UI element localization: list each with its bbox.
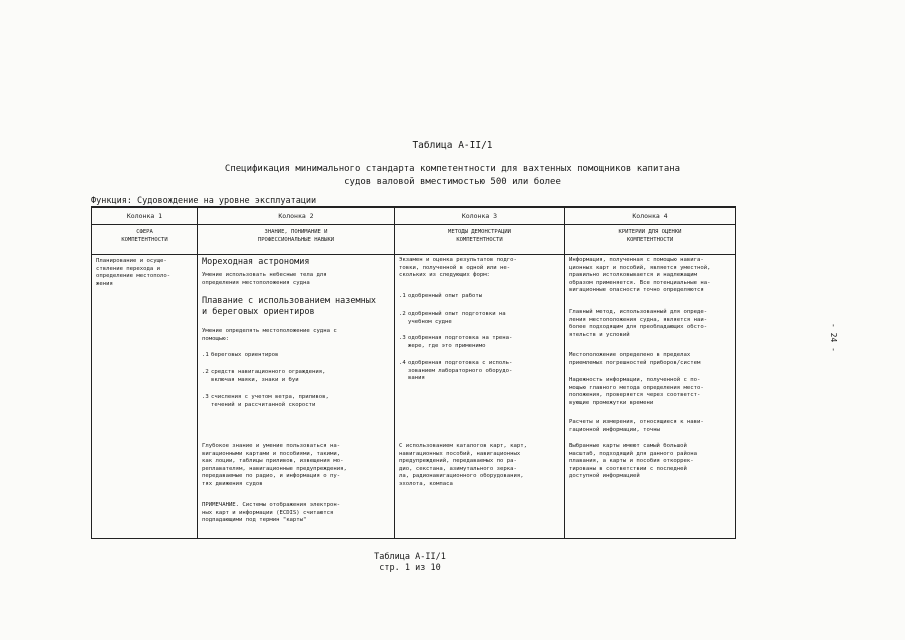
column-header-line: ЗНАНИЕ, ПОНИМАНИЕ И <box>264 229 328 235</box>
text-line: Местоположение определено в пределах <box>569 352 691 358</box>
text-line: вигационные опасности точно определяются <box>569 287 704 294</box>
paragraph <box>569 443 731 481</box>
text-line: Расчеты и измерения, относящиеся к нави- <box>569 419 704 425</box>
text-line: Выбранные карты имеют самый большой <box>569 443 687 449</box>
item-number: .3 <box>202 394 209 400</box>
text-line: Планирование и осуще- <box>96 258 167 264</box>
text-line: ПРИМЕЧАНИЕ. Системы отображения электрон- <box>202 502 341 508</box>
text-line: счисления с учетом ветра, приливов, <box>211 394 329 400</box>
text-line: С использованием каталогов карт, карт, <box>399 443 527 449</box>
column-header-line: КОМПЕТЕНТНОСТИ <box>456 236 503 243</box>
text-line: предупреждений, передаваемых по ра- <box>399 458 517 465</box>
text-line: жере, где это применимо <box>408 342 486 349</box>
text-line: положения, проверяется через соответст- <box>569 392 701 399</box>
column-header <box>198 224 394 244</box>
function-line: Функция: Судовождение на уровне эксплуатации <box>91 196 317 206</box>
text-line: ционных карт и пособий, является уместной, <box>569 264 711 271</box>
text-line: зованием лабораторного оборудо- <box>408 367 513 374</box>
column-3 <box>395 208 565 538</box>
text-line: Глубокое знание и умение пользоваться на- <box>202 443 341 449</box>
list-item <box>202 369 390 384</box>
paragraph <box>569 309 731 339</box>
footer-page-count: стр. 1 из 10 <box>379 563 441 573</box>
column-header-line: МЕТОДЫ ДЕМОНСТРАЦИИ <box>448 229 511 235</box>
text-line: определение местополо- <box>96 273 171 280</box>
text-line: одобренная подготовка с исполь- <box>408 360 513 366</box>
paragraph <box>202 443 390 489</box>
table-subtitle <box>0 163 905 189</box>
text-line: одобренная подготовка на трена- <box>408 335 513 341</box>
item-number: .2 <box>202 369 209 375</box>
list-item <box>202 394 390 409</box>
text-line: Умение использовать небесные тела для <box>202 272 327 278</box>
section-title: Мореходная астрономия <box>202 257 310 267</box>
text-line: навигационных пособий, навигационных <box>399 450 521 457</box>
text-line: ла, радионавигационного оборудования, <box>399 473 524 480</box>
column-header-line: КОМПЕТЕНТНОСТИ <box>121 236 168 243</box>
text-line: вующие промежутки времени <box>569 399 654 406</box>
table-title: Таблица A-II/1 <box>412 140 493 151</box>
text-line: скольких из следующих форм: <box>399 272 490 279</box>
text-line: Экзамен и оценка результатов подго- <box>399 257 517 263</box>
text-line: Надежность информации, полученной с по- <box>569 377 701 383</box>
paragraph <box>569 377 731 407</box>
subtitle-line: Спецификация минимального стандарта компетентности для вахтенных помощников капитана <box>224 164 681 174</box>
text-line: дио, секстана, азимутального зерка- <box>399 465 517 472</box>
text-line: правильно истолковывается и надлежащим <box>569 272 697 279</box>
text-line: учебном судне <box>408 318 452 325</box>
paragraph <box>569 419 731 434</box>
text-line: масштаб, подходящий для данного района <box>569 450 697 457</box>
paragraph <box>202 328 390 343</box>
text-line: одобренный опыт работы <box>408 293 483 299</box>
text-line: Плавание с использованием наземных <box>202 296 376 306</box>
text-line: вания <box>408 375 425 382</box>
text-line: ных карт и информации (ECDIS) считаются <box>202 509 334 516</box>
paragraph <box>399 257 560 280</box>
column-header-line: СФЕРА <box>136 229 153 235</box>
paragraph <box>399 443 560 489</box>
item-number: .3 <box>399 335 406 341</box>
text-line: подпадающими под термин "карты" <box>202 517 307 524</box>
text-line: как лоции, таблицы приливов, извещения мо- <box>202 458 344 465</box>
footer-table-ref: Таблица A-II/1 <box>374 552 446 562</box>
text-line: ления местоположения судна, является наи- <box>569 316 708 323</box>
knowledge-cell <box>198 255 394 538</box>
column-header <box>92 224 197 244</box>
item-number: .2 <box>399 311 406 317</box>
item-number: .1 <box>399 293 406 299</box>
paragraph <box>569 257 731 295</box>
criteria-cell <box>565 255 735 538</box>
column-number: Колонка 2 <box>278 212 314 220</box>
methods-cell <box>395 255 564 538</box>
text-line: плавания, а карты и пособия откоррек- <box>569 458 694 465</box>
text-line: тированы в соответствии с последней <box>569 465 687 472</box>
text-line: и береговых ориентиров <box>202 307 315 317</box>
list-item <box>202 352 390 360</box>
text-line: Умение определять местоположение судна с <box>202 328 337 334</box>
list-item <box>399 293 560 301</box>
competence-area <box>92 255 197 538</box>
list-item <box>399 335 560 350</box>
text-line: Информация, полученная с помощью навига- <box>569 257 704 263</box>
text-line: гационной информации, точны <box>569 426 660 433</box>
text-line: одобренный опыт подготовки на <box>408 311 506 317</box>
column-header-line: ПРОФЕССИОНАЛЬНЫЕ НАВЫКИ <box>257 236 335 243</box>
page-side-number: - 24 - <box>828 323 838 352</box>
text-line: жения <box>96 280 113 287</box>
text-line: товки, полученной в одной или не- <box>399 264 511 271</box>
text-line: береговых ориентиров <box>211 352 279 358</box>
column-number: Колонка 4 <box>632 212 668 220</box>
list-item <box>399 360 560 383</box>
text-line: более подходящим для преобладающих обсто- <box>569 324 708 331</box>
text-line: помощью: <box>202 335 229 342</box>
paragraph <box>202 272 390 287</box>
text-line: Главный метод, использованный для опреде- <box>569 309 708 315</box>
text-line: тях движения судов <box>202 480 263 487</box>
column-number: Колонка 3 <box>461 212 498 220</box>
text-line: передаваемые по радио, и информация о пу- <box>202 473 341 480</box>
page-footer <box>330 552 490 574</box>
column-header <box>395 224 564 244</box>
text-line: эхолота, компаса <box>399 480 453 487</box>
column-1 <box>92 208 198 538</box>
column-header-line: КРИТЕРИИ ДЛЯ ОЦЕНКИ <box>618 229 682 235</box>
column-4 <box>565 208 735 538</box>
list-item <box>399 311 560 326</box>
text-line: ятельств и условий <box>569 331 630 338</box>
paragraph <box>569 352 731 367</box>
section-title <box>202 296 390 318</box>
text-line: реплавателям, навигационные предупреждения, <box>202 465 347 472</box>
column-header-line: КОМПЕТЕНТНОСТИ <box>626 236 674 243</box>
text-line: мощью главного метода определения место- <box>569 384 704 391</box>
text-line: определения местоположения судна <box>202 279 310 286</box>
text-line: ствление перехода и <box>96 265 160 272</box>
text-line: течений и рассчитанной скорости <box>211 401 316 408</box>
subtitle-line: судов валовой вместимостью 500 или более <box>344 177 561 187</box>
text-line: включая маяки, знаки и буи <box>211 376 299 383</box>
column-number: Колонка 1 <box>126 212 163 220</box>
text-line: средств навигационного ограждения, <box>211 369 326 375</box>
text-line: доступной информацией <box>569 473 640 480</box>
column-2 <box>198 208 395 538</box>
column-header <box>565 224 735 244</box>
item-number: .4 <box>399 360 406 366</box>
text-line: приемлемых погрешностей приборов/систем <box>569 359 701 366</box>
text-line: образом применяется. Все потенциальные на- <box>569 279 711 286</box>
text-line: вигационными картами и пособиями, такими, <box>202 450 341 457</box>
competence-table <box>91 206 736 539</box>
item-number: .1 <box>202 352 209 358</box>
note <box>202 502 390 525</box>
